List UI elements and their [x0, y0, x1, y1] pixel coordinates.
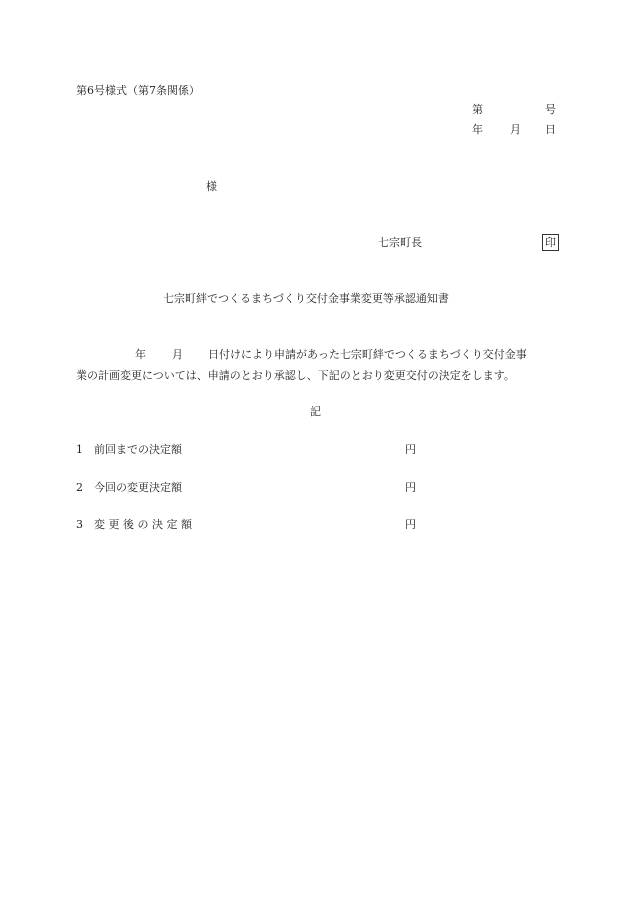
date-year: 年 — [472, 123, 483, 136]
body-year: 年 — [135, 348, 146, 361]
date-day: 日 — [545, 123, 556, 136]
document-title: 七宗町絆でつくるまちづくり交付金事業変更等承認通知書 — [163, 292, 449, 305]
item-number: 3 — [76, 518, 83, 531]
body-month: 月 — [172, 348, 183, 361]
item-label: 前回までの決定額 — [94, 443, 182, 456]
item-unit: 円 — [405, 518, 416, 531]
addressee-honorific: 様 — [206, 180, 217, 193]
form-label: 第6号様式（第7条関係） — [76, 84, 200, 97]
document-number-prefix: 第 — [472, 103, 483, 116]
item-unit: 円 — [405, 481, 416, 494]
item-number: 1 — [76, 443, 83, 456]
item-label: 今回の変更決定額 — [94, 481, 182, 494]
ki-heading: 記 — [310, 405, 321, 418]
sender-title: 七宗町長 — [378, 236, 422, 249]
item-label: 変更後の決定額 — [94, 518, 196, 531]
date-month: 月 — [510, 123, 521, 136]
item-unit: 円 — [405, 443, 416, 456]
document-number-suffix: 号 — [545, 103, 556, 116]
body-line1-text: 日付けにより申請があった七宗町絆でつくるまちづくり交付金事 — [208, 348, 527, 361]
body-line2-text: 業の計画変更については、申請のとおり承認し、下記のとおり変更交付の決定をします。 — [76, 369, 515, 382]
item-number: 2 — [76, 481, 83, 494]
seal-mark: 印 — [542, 234, 559, 251]
